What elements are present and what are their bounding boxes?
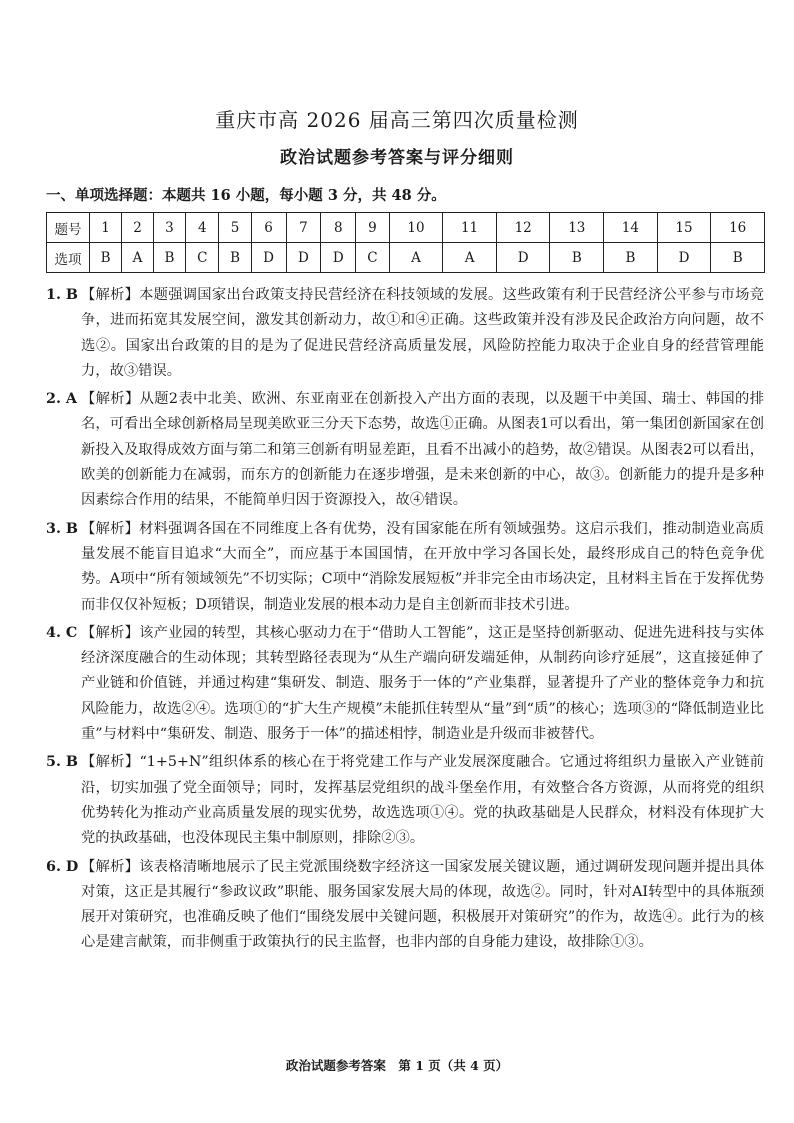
question-number: 13 bbox=[550, 213, 604, 243]
answer-table bbox=[46, 212, 765, 273]
answer-cell: C bbox=[356, 243, 389, 273]
answer-cell: D bbox=[657, 243, 711, 273]
item-text: 【解析】该表格清晰地展示了民主党派围绕数字经济这一国家发展关键议题，通过调研发现问题并提出具体对策，这正是其履行“参政议政”职能、服务国家发展大局的体现，故选②。同时，针对AI转型中的具体瓶颈展开对策研究，也准确反映了他们“围绕发展中关键问题，积极展开对策研究”的作为，故选④。此行为的核心是建言献策，而非侧重于政策执行的民主监督，也非内部的自身能力建设，故排除①③。 bbox=[81, 858, 764, 951]
answer-cell: B bbox=[711, 243, 765, 273]
item-text: 【解析】材料强调各国在不同维度上各有优势，没有国家能在所有领域强势。这启示我们，推动制造业高质量发展不能盲目追求“大而全”，而应基于本国国情，在开放中学习各国长处，最终形成自己的特色竞争优势。A项中“所有领域领先”不切实际；C项中“消除发展短板”并非完全由市场决定，且材料主旨在于发挥优势而非仅仅补短板；D项错误，制造业发展的根本动力是自主创新而非技术引进。 bbox=[81, 520, 764, 613]
item-number: 1. B bbox=[46, 287, 78, 303]
answer-cell: B bbox=[219, 243, 251, 273]
explanation-item bbox=[0, 621, 794, 747]
item-number: 4. C bbox=[46, 624, 78, 641]
question-number: 15 bbox=[657, 213, 711, 243]
item-number: 6. D bbox=[46, 858, 79, 875]
answer-cell: D bbox=[286, 243, 321, 273]
answer-cell: B bbox=[90, 243, 122, 273]
answer-cell: D bbox=[321, 243, 356, 273]
section-heading: 一、单项选择题：本题共 16 小题，每小题 3 分，共 48 分。 bbox=[46, 187, 446, 204]
question-number: 5 bbox=[219, 213, 251, 243]
answer-table-number-row bbox=[47, 213, 765, 243]
question-number: 1 bbox=[90, 213, 122, 243]
page-footer: 政治试题参考答案 第 1 页（共 4 页） bbox=[285, 1058, 509, 1073]
page-subtitle: 政治试题参考答案与评分细则 bbox=[280, 148, 514, 168]
answer-cell: B bbox=[153, 243, 185, 273]
item-number: 5. B bbox=[46, 754, 78, 771]
question-number: 14 bbox=[604, 213, 658, 243]
explanation-item bbox=[0, 750, 794, 851]
question-number: 3 bbox=[153, 213, 185, 243]
answer-cell: A bbox=[389, 243, 443, 273]
answer-cell: D bbox=[496, 243, 550, 273]
question-number: 6 bbox=[251, 213, 286, 243]
explanation-item bbox=[0, 387, 794, 513]
question-number: 10 bbox=[389, 213, 443, 243]
item-text: 【解析】该产业园的转型，其核心驱动力在于“借助人工智能”，这正是坚持创新驱动、促进先进科技与实体经济深度融合的生动体现；其转型路径表现为“从生产端向研发端延伸，从制药向诊疗延展”，这直接延伸了产业链和价值链，并通过构建“集研发、制造、服务于一体的”产业集群，显著提升了产业的整体竞争力和抗风险能力，故选②④。选项①的“扩大生产规模”未能抓住转型从“量”到“质”的核心；选项③的“降低制造业比重”与材料中“集研发、制造、服务于一体”的描述相悖，制造业是升级而非被替代。 bbox=[81, 624, 764, 743]
row-label-number: 题号 bbox=[47, 213, 90, 243]
question-number: 7 bbox=[286, 213, 321, 243]
question-number: 8 bbox=[321, 213, 356, 243]
item-text: 【解析】从题2表中北美、欧洲、东亚南亚在创新投入产出方面的表现，以及题干中美国、瑞士、韩国的排名，可看出全球创新格局呈现美欧亚三分天下态势，故选①正确。从图表1可以看出，第一集团创新国家在创新投入及取得成效方面与第二和第三创新有明显差距，且看不出减小的趋势，故②错误。从图表2可以看出，欧美的创新能力在减弱，而东方的创新能力在逐步增强，是未来创新的中心，故③。创新能力的提升是多种因素综合作用的结果，不能简单归因于资源投入，故④错误。 bbox=[81, 391, 764, 509]
answer-cell: C bbox=[186, 243, 219, 273]
explanation-item bbox=[0, 855, 794, 956]
page-title: 重庆市高 2026 届高三第四次质量检测 bbox=[215, 108, 579, 132]
question-number: 2 bbox=[122, 213, 154, 243]
item-text: 【解析】“1+5+N”组织体系的核心在于将党建工作与产业发展深度融合。它通过将组织力量嵌入产业链前沿，切实加强了党全面领导；同时，发挥基层党组织的战斗堡垒作用，有效整合各方资源，从而将党的组织优势转化为推动产业高质量发展的现实优势，故选选项①④。党的执政基础是人民群众，材料没有体现扩大党的执政基础，也没体现民主集中制原则，排除②③。 bbox=[81, 754, 764, 847]
answer-cell: D bbox=[251, 243, 286, 273]
explanation-item bbox=[0, 283, 794, 384]
answer-cell: B bbox=[604, 243, 658, 273]
explanation-item bbox=[0, 517, 794, 618]
question-number: 4 bbox=[186, 213, 219, 243]
question-number: 12 bbox=[496, 213, 550, 243]
item-text: 【解析】本题强调国家出台政策支持民营经济在科技领域的发展。这些政策有利于民营经济公平参与市场竞争，进而拓宽其发展空间，激发其创新动力，故①和④正确。这些政策并没有涉及民企政治方向问题，故不选②。国家出台政策的目的是为了促进民营经济高质量发展，风险防控能力取决于企业自身的经营管理能力，故③错误。 bbox=[81, 287, 764, 379]
answer-cell: A bbox=[122, 243, 154, 273]
question-number: 11 bbox=[443, 213, 497, 243]
answer-cell: B bbox=[550, 243, 604, 273]
explanation-list bbox=[0, 283, 794, 959]
answer-table-answer-row bbox=[47, 243, 765, 273]
answer-cell: A bbox=[443, 243, 497, 273]
item-number: 2. A bbox=[46, 391, 77, 408]
question-number: 9 bbox=[356, 213, 389, 243]
question-number: 16 bbox=[711, 213, 765, 243]
row-label-answer: 选项 bbox=[47, 243, 90, 273]
item-number: 3. B bbox=[46, 520, 78, 537]
